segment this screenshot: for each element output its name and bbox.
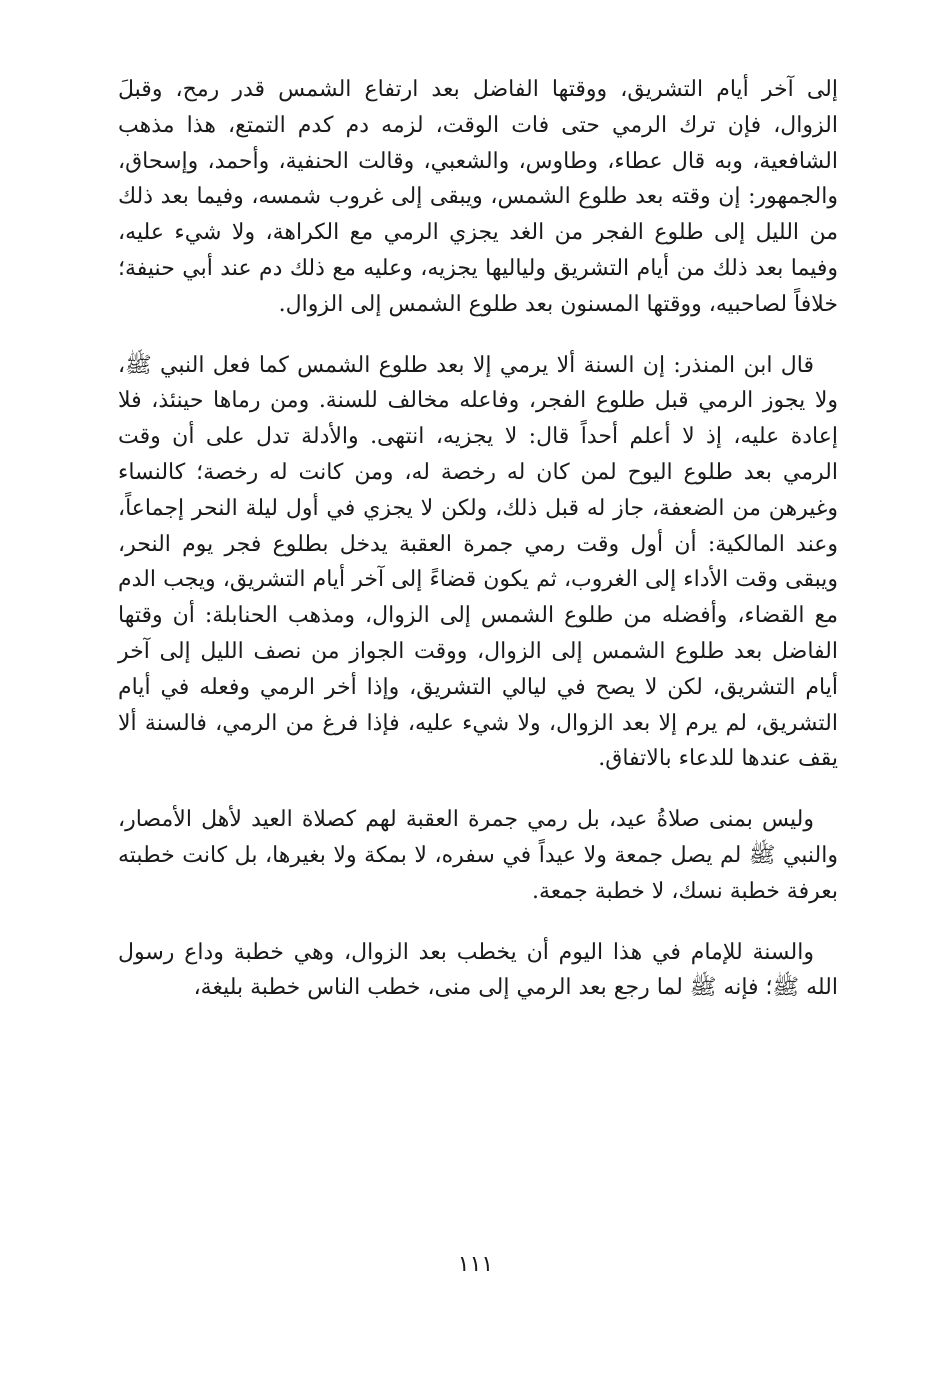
page-body [118, 72, 838, 1031]
paragraph-3: وليس بمنى صلاةُ عيد، بل رمي جمرة العقبة لهم كصلاة العيد لأهل الأمصار، والنبي ﷺ لم يصل جمعة ولا عيداً في سفره، لا بمكة ولا بغيرها، بل كانت خطبته بعرفة خطبة نسك، لا خطبة جمعة. [118, 807, 838, 904]
paragraph-2: قال ابن المنذر: إن السنة ألا يرمي إلا بعد طلوع الشمس كما فعل النبي ﷺ، ولا يجوز الرمي قبل طلوع الفجر، وفاعله مخالف للسنة. ومن رماها حينئذ، فلا إعادة عليه، إذ لا أعلم أحداً قال: لا يجزيه، انتهى. والأدلة تدل على أن وقت الرمي بعد طلوع اليوح لمن كان له رخصة له، ومن كانت له رخصة؛ كالنساء وغيرهن من الضعفة، جاز له قبل ذلك، ولكن لا يجزي في أول ليلة النحر إجماعاً، وعند المالكية: أن أول وقت رمي جمرة العقبة يدخل بطلوع فجر يوم النحر، ويبقى وقت الأداء إلى الغروب، ثم يكون قضاءً إلى آخر أيام التشريق، ويجب الدم مع القضاء، وأفضله من طلوع الشمس إلى الزوال، ومذهب الحنابلة: أن وقتها الفاضل بعد طلوع الشمس إلى الزوال، ووقت الجواز من نصف الليل إلى آخر أيام التشريق، لكن لا يصح في ليالي التشريق، وإذا أخر الرمي وفعله في أيام التشريق، لم يرم إلا بعد الزوال، ولا شيء عليه، فإذا فرغ من الرمي، فالسنة ألا يقف عندها للدعاء بالاتفاق. [118, 352, 839, 772]
page-number: ١١١ [457, 1252, 494, 1277]
paragraph-1: إلى آخر أيام التشريق، ووقتها الفاضل بعد ارتفاع الشمس قدر رمح، وقبلَ الزوال، فإن ترك الرمي حتى فات الوقت، لزمه دم كدم التمتع، هذا مذهب الشافعية، وبه قال عطاء، وطاوس، والشعبي، وقالت الحنفية، وأحمد، وإسحاق، والجمهور: إن وقته بعد طلوع الشمس، ويبقى إلى غروب شمسه، وفيما بعد ذلك من الليل إلى طلوع الفجر من الغد يجزي الرمي مع الكراهة، ولا شيء عليه، وفيما بعد ذلك من أيام التشريق ولياليها يجزيه، وعليه مع ذلك دم عند أبي حنيفة؛ خلافاً لصاحبيه، ووقتها المسنون بعد طلوع الشمس إلى الزوال. [118, 77, 838, 317]
paragraph-4: والسنة للإمام في هذا اليوم أن يخطب بعد الزوال، وهي خطبة وداع رسول الله ﷺ؛ فإنه ﷺ لما رجع بعد الرمي إلى منى، خطب الناس خطبة بليغة، [118, 939, 838, 1001]
